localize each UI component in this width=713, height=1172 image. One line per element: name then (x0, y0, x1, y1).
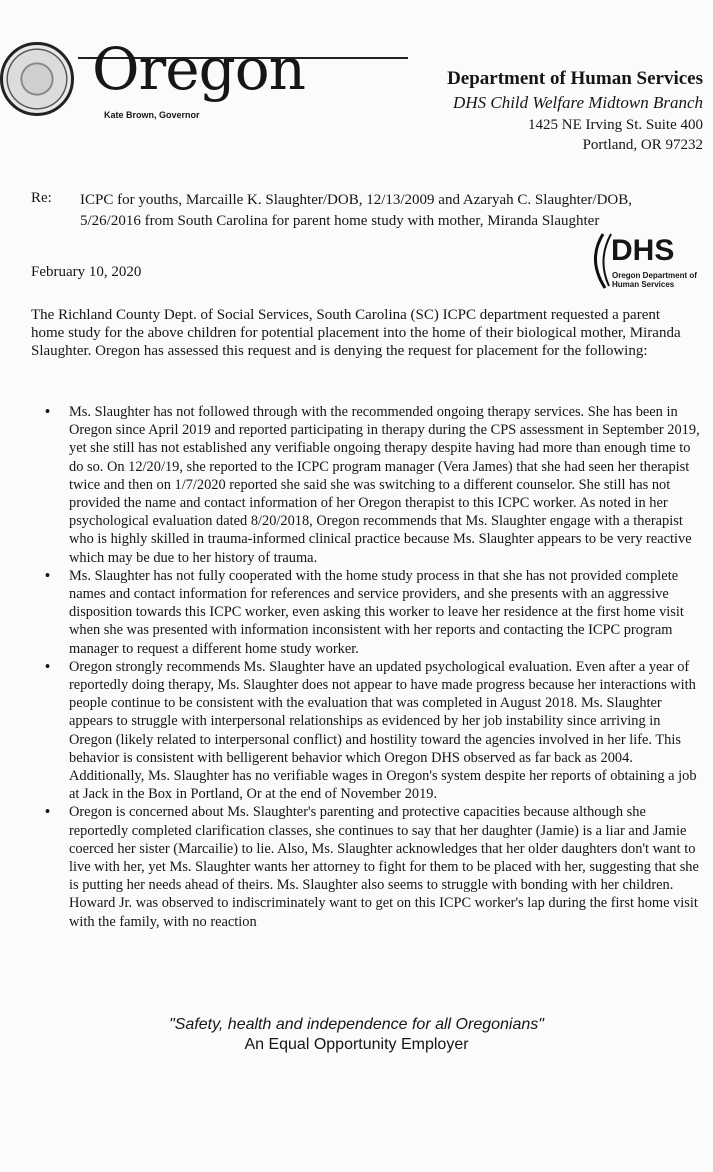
dhs-logo-subtext: Oregon Department of Human Services (612, 271, 697, 289)
re-label: Re: (31, 190, 52, 206)
list-item: • Oregon strongly recommends Ms. Slaughter have an updated psychological evaluation. Even after a year of reportedly doing therapy, Ms. Slaughter does not appear to have made progress because her interactions with people continue to be consistent with the evaluation that was completed in August 2018. Ms. Slaughter appears to struggle with interpersonal relationships as evidenced by her job instability since arriving in Oregon (likely related to interpersonal conflict) and hostility toward the agencies involved in her life. This behavior is consistent with belligerent behavior which Oregon DHS observed as far back as 2004. Additionally, Ms. Slaughter has no verifiable wages in Oregon's system despite her reports of obtaining a job at Jack in the Box in Portland, Or at the end of November 2019. (45, 658, 705, 804)
governor-line: Kate Brown, Governor (104, 110, 200, 120)
list-item: • Ms. Slaughter has not followed through with the recommended ongoing therapy services. She has been in Oregon since April 2019 and reported participating in therapy during the CPS assessment in September 2019, yet she still has not established any verifiable ongoing therapy despite having had more than enough time to do so. On 12/20/19, she reported to the ICPC program manager (Vera James) that she had seen her therapist twice and then on 1/7/2020 reported she said she was switching to a different counselor. She still has not provided the name and contact information of her Oregon therapist to this ICPC worker. As noted in her psychological evaluation dated 8/20/2018, Oregon recommends that Ms. Slaughter engage with a therapist who is highly skilled in trauma-informed clinical practice because Ms. Slaughter appears to be very reactive which may be due to her history of trauma. (45, 403, 705, 567)
list-item: • Ms. Slaughter has not fully cooperated with the home study process in that she has not provided complete names and contact information for references and service providers, and she presents with an aggressive disposition towards this ICPC worker, even asking this worker to leave her residence at the first home visit when she was presented with information inconsistent with her reports and contacting the ICPC program manager to request a different home study worker. (45, 567, 705, 658)
dhs-logo-text: DHS (611, 234, 675, 267)
footer-employer: An Equal Opportunity Employer (244, 1036, 469, 1053)
branch-name: DHS Child Welfare Midtown Branch (453, 93, 703, 112)
address-line-1: 1425 NE Irving St. Suite 400 (528, 117, 703, 133)
department-name: Department of Human Services (447, 68, 703, 89)
oregon-logo-text: Oregon (92, 35, 306, 103)
state-seal (0, 42, 74, 116)
footer-motto: "Safety, health and independence for all Oregonians" (169, 1016, 544, 1033)
intro-paragraph: The Richland County Dept. of Social Services, South Carolina (SC) ICPC department requested a parent home study for the above children for potential placement into the home of their biological mother, Miranda Slaughter. Oregon has assessed this request and is denying the request for placement for the following: (31, 307, 681, 359)
reasons-list (45, 403, 705, 931)
list-item: • Oregon is concerned about Ms. Slaughter's parenting and protective capacities because although she reportedly completed clarification classes, she continues to say that her daughter (Jamie) is a liar and Jamie coerced her sister (Marcailie) to lie. Also, Ms. Slaughter acknowledges that her older daughters don't want to live with her, yet Ms. Slaughter wants her attorney to fight for them to be placed with her, suggesting that she is putting her needs ahead of theirs. Ms. Slaughter also seems to struggle with bonding with her children. Howard Jr. was observed to indiscriminately want to get on this ICPC worker's lap during the first home visit with the family, with no reaction (45, 803, 705, 930)
re-subject: ICPC for youths, Marcaille K. Slaughter/DOB, 12/13/2009 and Azaryah C. Slaughter/DOB, 5/26/2016 from South Carolina for parent home study with mother, Miranda Slaughter (80, 192, 633, 229)
address-line-2: Portland, OR 97232 (582, 137, 703, 153)
letter-date: February 10, 2020 (31, 264, 142, 280)
